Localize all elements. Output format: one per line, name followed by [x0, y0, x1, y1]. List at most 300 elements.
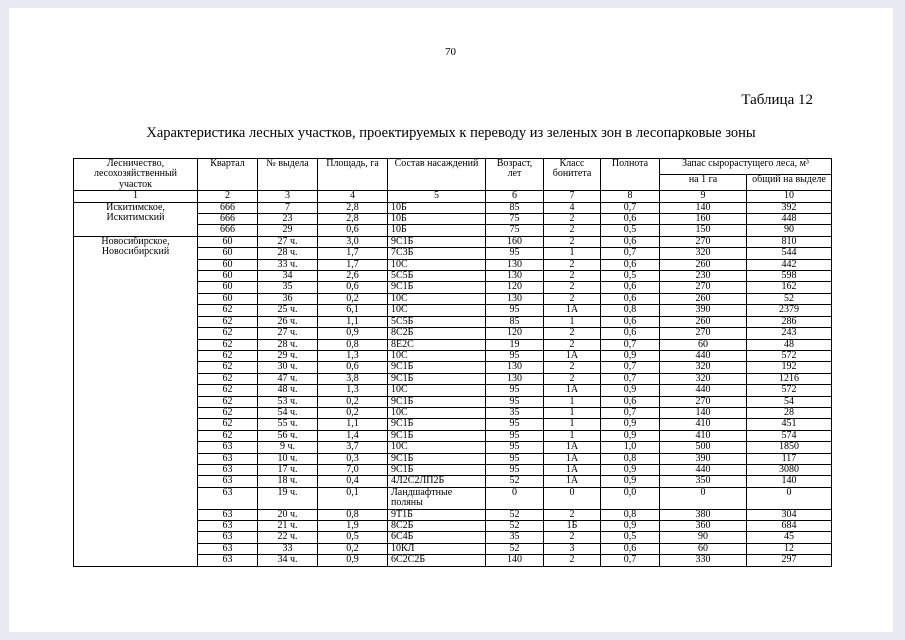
- stock-per-ha-cell: 140: [660, 202, 747, 213]
- composition-cell: 10С: [388, 407, 486, 418]
- vydel-cell: 17 ч.: [258, 464, 318, 475]
- stock-total-cell: 1216: [747, 373, 832, 384]
- stock-total-cell: 574: [747, 430, 832, 441]
- forestry-cell: Искитимское, Искитимский: [74, 202, 198, 236]
- stock-total-cell: 297: [747, 555, 832, 566]
- stock-per-ha-cell: 440: [660, 385, 747, 396]
- bonitet-cell: 1: [544, 316, 601, 327]
- vydel-cell: 22 ч.: [258, 532, 318, 543]
- kvartal-cell: 63: [198, 509, 258, 520]
- composition-cell: 10КЛ: [388, 543, 486, 554]
- fullness-cell: 0,9: [601, 464, 660, 475]
- fullness-cell: 0,5: [601, 532, 660, 543]
- bonitet-cell: 0: [544, 487, 601, 509]
- stock-per-ha-cell: 260: [660, 316, 747, 327]
- stock-total-cell: 392: [747, 202, 832, 213]
- area-cell: 1,1: [318, 316, 388, 327]
- fullness-cell: 0,6: [601, 236, 660, 247]
- bonitet-cell: 2: [544, 271, 601, 282]
- age-cell: 95: [486, 396, 544, 407]
- stock-per-ha-cell: 330: [660, 555, 747, 566]
- stock-total-cell: 598: [747, 271, 832, 282]
- stock-total-cell: 1850: [747, 442, 832, 453]
- composition-cell: 9С1Б: [388, 430, 486, 441]
- composition-cell: 10Б: [388, 225, 486, 236]
- bonitet-cell: 1А: [544, 305, 601, 316]
- age-cell: 85: [486, 316, 544, 327]
- fullness-cell: 0,6: [601, 214, 660, 225]
- stock-per-ha-cell: 350: [660, 476, 747, 487]
- composition-cell: 7С3Б: [388, 248, 486, 259]
- stock-total-cell: 286: [747, 316, 832, 327]
- kvartal-cell: 63: [198, 464, 258, 475]
- column-number: 6: [486, 191, 544, 202]
- area-cell: 0,5: [318, 532, 388, 543]
- stock-total-cell: 451: [747, 419, 832, 430]
- column-number: 10: [747, 191, 832, 202]
- fullness-cell: 0,6: [601, 316, 660, 327]
- age-cell: 95: [486, 442, 544, 453]
- stock-total-cell: 192: [747, 362, 832, 373]
- composition-cell: 9Т1Б: [388, 509, 486, 520]
- vydel-cell: 48 ч.: [258, 385, 318, 396]
- age-cell: 160: [486, 236, 544, 247]
- stock-per-ha-cell: 270: [660, 396, 747, 407]
- column-number: 1: [74, 191, 198, 202]
- fullness-cell: 0,6: [601, 293, 660, 304]
- stock-per-ha-cell: 150: [660, 225, 747, 236]
- age-cell: 52: [486, 509, 544, 520]
- bonitet-cell: 1А: [544, 464, 601, 475]
- area-cell: 0,8: [318, 509, 388, 520]
- kvartal-cell: 63: [198, 521, 258, 532]
- area-cell: 1,4: [318, 430, 388, 441]
- fullness-cell: 0,5: [601, 271, 660, 282]
- bonitet-cell: 1: [544, 407, 601, 418]
- stock-total-cell: 12: [747, 543, 832, 554]
- stock-total-cell: 90: [747, 225, 832, 236]
- fullness-cell: 0,6: [601, 282, 660, 293]
- composition-cell: 10С: [388, 350, 486, 361]
- kvartal-cell: 666: [198, 214, 258, 225]
- age-cell: 75: [486, 225, 544, 236]
- stock-per-ha-cell: 270: [660, 236, 747, 247]
- area-cell: 1,3: [318, 385, 388, 396]
- kvartal-cell: 62: [198, 350, 258, 361]
- area-cell: 0,8: [318, 339, 388, 350]
- vydel-cell: 29: [258, 225, 318, 236]
- header-composition: Состав насаждений: [388, 159, 486, 191]
- bonitet-cell: 2: [544, 373, 601, 384]
- age-cell: 35: [486, 407, 544, 418]
- fullness-cell: 0,9: [601, 385, 660, 396]
- fullness-cell: 0,6: [601, 543, 660, 554]
- vydel-cell: 30 ч.: [258, 362, 318, 373]
- kvartal-cell: 666: [198, 202, 258, 213]
- bonitet-cell: 2: [544, 225, 601, 236]
- header-bonitet: Класс бонитета: [544, 159, 601, 191]
- area-cell: 1,7: [318, 248, 388, 259]
- vydel-cell: 56 ч.: [258, 430, 318, 441]
- vydel-cell: 21 ч.: [258, 521, 318, 532]
- stock-per-ha-cell: 160: [660, 214, 747, 225]
- area-cell: 0,3: [318, 453, 388, 464]
- kvartal-cell: 666: [198, 225, 258, 236]
- age-cell: 130: [486, 373, 544, 384]
- area-cell: 0,9: [318, 555, 388, 566]
- bonitet-cell: 4: [544, 202, 601, 213]
- header-stock-per-ha: на 1 га: [660, 175, 747, 191]
- composition-cell: 8Е2С: [388, 339, 486, 350]
- bonitet-cell: 2: [544, 362, 601, 373]
- composition-cell: Ландшафтные поляны: [388, 487, 486, 509]
- stock-per-ha-cell: 360: [660, 521, 747, 532]
- bonitet-cell: 2: [544, 532, 601, 543]
- area-cell: 2,8: [318, 202, 388, 213]
- fullness-cell: 0,8: [601, 305, 660, 316]
- stock-total-cell: 52: [747, 293, 832, 304]
- bonitet-cell: 1А: [544, 453, 601, 464]
- composition-cell: 10С: [388, 293, 486, 304]
- bonitet-cell: 2: [544, 339, 601, 350]
- header-age: Возраст, лет: [486, 159, 544, 191]
- kvartal-cell: 63: [198, 442, 258, 453]
- kvartal-cell: 62: [198, 407, 258, 418]
- age-cell: 130: [486, 271, 544, 282]
- stock-total-cell: 45: [747, 532, 832, 543]
- column-number: 8: [601, 191, 660, 202]
- composition-cell: 6С2С2Б: [388, 555, 486, 566]
- kvartal-cell: 60: [198, 236, 258, 247]
- composition-cell: 5С5Б: [388, 316, 486, 327]
- area-cell: 0,9: [318, 328, 388, 339]
- composition-cell: 10С: [388, 259, 486, 270]
- stock-per-ha-cell: 270: [660, 328, 747, 339]
- kvartal-cell: 62: [198, 339, 258, 350]
- fullness-cell: 1,0: [601, 442, 660, 453]
- age-cell: 75: [486, 214, 544, 225]
- fullness-cell: 0,8: [601, 453, 660, 464]
- fullness-cell: 0,9: [601, 476, 660, 487]
- area-cell: 0,2: [318, 407, 388, 418]
- age-cell: 95: [486, 350, 544, 361]
- composition-cell: 8С2Б: [388, 521, 486, 532]
- stock-total-cell: 140: [747, 476, 832, 487]
- age-cell: 0: [486, 487, 544, 509]
- bonitet-cell: 2: [544, 509, 601, 520]
- age-cell: 85: [486, 202, 544, 213]
- area-cell: 3,7: [318, 442, 388, 453]
- vydel-cell: 10 ч.: [258, 453, 318, 464]
- stock-per-ha-cell: 270: [660, 282, 747, 293]
- stock-total-cell: 2379: [747, 305, 832, 316]
- table-label: Таблица 12: [741, 92, 813, 108]
- stock-per-ha-cell: 390: [660, 305, 747, 316]
- age-cell: 130: [486, 293, 544, 304]
- bonitet-cell: 2: [544, 293, 601, 304]
- stock-per-ha-cell: 410: [660, 430, 747, 441]
- fullness-cell: 0,6: [601, 259, 660, 270]
- kvartal-cell: 60: [198, 282, 258, 293]
- composition-cell: 10С: [388, 385, 486, 396]
- bonitet-cell: 3: [544, 543, 601, 554]
- header-stock: Запас сырорастущего леса, м³: [660, 159, 832, 175]
- composition-cell: 9С1Б: [388, 362, 486, 373]
- fullness-cell: 0,7: [601, 362, 660, 373]
- composition-cell: 9С1Б: [388, 236, 486, 247]
- vydel-cell: 35: [258, 282, 318, 293]
- bonitet-cell: 1А: [544, 442, 601, 453]
- kvartal-cell: 63: [198, 453, 258, 464]
- age-cell: 120: [486, 282, 544, 293]
- bonitet-cell: 1Б: [544, 521, 601, 532]
- vydel-cell: 7: [258, 202, 318, 213]
- age-cell: 130: [486, 362, 544, 373]
- fullness-cell: 0,6: [601, 396, 660, 407]
- bonitet-cell: 1А: [544, 350, 601, 361]
- vydel-cell: 26 ч.: [258, 316, 318, 327]
- bonitet-cell: 2: [544, 259, 601, 270]
- stock-total-cell: 0: [747, 487, 832, 509]
- vydel-cell: 33: [258, 543, 318, 554]
- stock-per-ha-cell: 230: [660, 271, 747, 282]
- fullness-cell: 0,7: [601, 407, 660, 418]
- vydel-cell: 33 ч.: [258, 259, 318, 270]
- stock-per-ha-cell: 500: [660, 442, 747, 453]
- composition-cell: 10С: [388, 305, 486, 316]
- stock-total-cell: 572: [747, 385, 832, 396]
- stock-per-ha-cell: 440: [660, 464, 747, 475]
- composition-cell: 9С1Б: [388, 464, 486, 475]
- column-number: 4: [318, 191, 388, 202]
- kvartal-cell: 60: [198, 271, 258, 282]
- age-cell: 95: [486, 248, 544, 259]
- column-number: 9: [660, 191, 747, 202]
- forest-plots-table: [73, 158, 832, 567]
- fullness-cell: 0,8: [601, 509, 660, 520]
- stock-per-ha-cell: 90: [660, 532, 747, 543]
- area-cell: 0,4: [318, 476, 388, 487]
- area-cell: 3,8: [318, 373, 388, 384]
- bonitet-cell: 1: [544, 396, 601, 407]
- header-kvartal: Квартал: [198, 159, 258, 191]
- kvartal-cell: 60: [198, 259, 258, 270]
- age-cell: 95: [486, 464, 544, 475]
- composition-cell: 9С1Б: [388, 373, 486, 384]
- bonitet-cell: 2: [544, 236, 601, 247]
- header-vydel: № выдела: [258, 159, 318, 191]
- stock-per-ha-cell: 320: [660, 248, 747, 259]
- kvartal-cell: 62: [198, 419, 258, 430]
- fullness-cell: 0,9: [601, 350, 660, 361]
- header-fullness: Полнота: [601, 159, 660, 191]
- kvartal-cell: 63: [198, 476, 258, 487]
- vydel-cell: 25 ч.: [258, 305, 318, 316]
- vydel-cell: 34 ч.: [258, 555, 318, 566]
- stock-total-cell: 544: [747, 248, 832, 259]
- area-cell: 2,6: [318, 271, 388, 282]
- fullness-cell: 0,9: [601, 521, 660, 532]
- kvartal-cell: 63: [198, 487, 258, 509]
- kvartal-cell: 63: [198, 555, 258, 566]
- table-row: [74, 202, 832, 213]
- stock-per-ha-cell: 380: [660, 509, 747, 520]
- vydel-cell: 18 ч.: [258, 476, 318, 487]
- kvartal-cell: 62: [198, 316, 258, 327]
- column-number: 5: [388, 191, 486, 202]
- forestry-cell: Новосибирское, Новосибирский: [74, 236, 198, 566]
- page-number: 70: [445, 46, 456, 58]
- vydel-cell: 23: [258, 214, 318, 225]
- age-cell: 130: [486, 259, 544, 270]
- kvartal-cell: 60: [198, 248, 258, 259]
- stock-total-cell: 448: [747, 214, 832, 225]
- fullness-cell: 0,7: [601, 202, 660, 213]
- stock-per-ha-cell: 390: [660, 453, 747, 464]
- composition-cell: 10Б: [388, 214, 486, 225]
- kvartal-cell: 62: [198, 385, 258, 396]
- vydel-cell: 36: [258, 293, 318, 304]
- composition-cell: 10Б: [388, 202, 486, 213]
- column-numbers-row: [74, 191, 832, 202]
- area-cell: 1,9: [318, 521, 388, 532]
- vydel-cell: 54 ч.: [258, 407, 318, 418]
- age-cell: 95: [486, 419, 544, 430]
- vydel-cell: 20 ч.: [258, 509, 318, 520]
- bonitet-cell: 2: [544, 214, 601, 225]
- fullness-cell: 0,9: [601, 430, 660, 441]
- area-cell: 0,2: [318, 396, 388, 407]
- stock-per-ha-cell: 410: [660, 419, 747, 430]
- bonitet-cell: 1А: [544, 476, 601, 487]
- age-cell: 120: [486, 328, 544, 339]
- stock-per-ha-cell: 0: [660, 487, 747, 509]
- stock-per-ha-cell: 140: [660, 407, 747, 418]
- vydel-cell: 47 ч.: [258, 373, 318, 384]
- kvartal-cell: 62: [198, 430, 258, 441]
- vydel-cell: 53 ч.: [258, 396, 318, 407]
- stock-total-cell: 28: [747, 407, 832, 418]
- area-cell: 0,2: [318, 293, 388, 304]
- header-area: Площадь, га: [318, 159, 388, 191]
- vydel-cell: 9 ч.: [258, 442, 318, 453]
- kvartal-cell: 63: [198, 532, 258, 543]
- vydel-cell: 34: [258, 271, 318, 282]
- stock-per-ha-cell: 320: [660, 362, 747, 373]
- bonitet-cell: 1: [544, 430, 601, 441]
- vydel-cell: 29 ч.: [258, 350, 318, 361]
- column-number: 2: [198, 191, 258, 202]
- stock-per-ha-cell: 60: [660, 543, 747, 554]
- area-cell: 0,6: [318, 362, 388, 373]
- area-cell: 7,0: [318, 464, 388, 475]
- stock-per-ha-cell: 320: [660, 373, 747, 384]
- kvartal-cell: 62: [198, 373, 258, 384]
- bonitet-cell: 1: [544, 248, 601, 259]
- bonitet-cell: 2: [544, 282, 601, 293]
- composition-cell: 9С1Б: [388, 419, 486, 430]
- vydel-cell: 27 ч.: [258, 328, 318, 339]
- stock-total-cell: 48: [747, 339, 832, 350]
- document-title: Характеристика лесных участков, проектируемых к переводу из зеленых зон в лесопарковые зоны: [146, 125, 756, 141]
- kvartal-cell: 62: [198, 328, 258, 339]
- composition-cell: 5С5Б: [388, 271, 486, 282]
- table-body: [74, 202, 832, 566]
- kvartal-cell: 62: [198, 362, 258, 373]
- column-number: 7: [544, 191, 601, 202]
- age-cell: 95: [486, 453, 544, 464]
- kvartal-cell: 62: [198, 305, 258, 316]
- column-number: 3: [258, 191, 318, 202]
- bonitet-cell: 1: [544, 419, 601, 430]
- age-cell: 35: [486, 532, 544, 543]
- composition-cell: 9С1Б: [388, 396, 486, 407]
- stock-total-cell: 54: [747, 396, 832, 407]
- stock-per-ha-cell: 60: [660, 339, 747, 350]
- kvartal-cell: 63: [198, 543, 258, 554]
- area-cell: 6,1: [318, 305, 388, 316]
- bonitet-cell: 2: [544, 328, 601, 339]
- stock-total-cell: 572: [747, 350, 832, 361]
- area-cell: 1,7: [318, 259, 388, 270]
- document-page: [9, 8, 893, 632]
- composition-cell: 9С1Б: [388, 282, 486, 293]
- composition-cell: 4Л2С2ЛП2Б: [388, 476, 486, 487]
- age-cell: 52: [486, 476, 544, 487]
- stock-total-cell: 684: [747, 521, 832, 532]
- age-cell: 140: [486, 555, 544, 566]
- fullness-cell: 0,0: [601, 487, 660, 509]
- fullness-cell: 0,7: [601, 339, 660, 350]
- composition-cell: 8С2Б: [388, 328, 486, 339]
- fullness-cell: 0,7: [601, 373, 660, 384]
- area-cell: 1,1: [318, 419, 388, 430]
- fullness-cell: 0,6: [601, 328, 660, 339]
- area-cell: 0,6: [318, 225, 388, 236]
- stock-total-cell: 243: [747, 328, 832, 339]
- composition-cell: 10С: [388, 442, 486, 453]
- area-cell: 0,2: [318, 543, 388, 554]
- stock-total-cell: 304: [747, 509, 832, 520]
- fullness-cell: 0,7: [601, 248, 660, 259]
- area-cell: 0,6: [318, 282, 388, 293]
- bonitet-cell: 2: [544, 555, 601, 566]
- stock-per-ha-cell: 260: [660, 293, 747, 304]
- kvartal-cell: 62: [198, 396, 258, 407]
- stock-total-cell: 162: [747, 282, 832, 293]
- header-forestry: Лесничество, лесохозяйственный участок: [74, 159, 198, 191]
- age-cell: 52: [486, 521, 544, 532]
- header-stock-total: общий на выделе: [747, 175, 832, 191]
- kvartal-cell: 60: [198, 293, 258, 304]
- composition-cell: 6С4Б: [388, 532, 486, 543]
- stock-total-cell: 3080: [747, 464, 832, 475]
- vydel-cell: 28 ч.: [258, 339, 318, 350]
- vydel-cell: 27 ч.: [258, 236, 318, 247]
- age-cell: 95: [486, 430, 544, 441]
- area-cell: 2,8: [318, 214, 388, 225]
- fullness-cell: 0,5: [601, 225, 660, 236]
- stock-total-cell: 117: [747, 453, 832, 464]
- age-cell: 52: [486, 543, 544, 554]
- area-cell: 0,1: [318, 487, 388, 509]
- stock-per-ha-cell: 440: [660, 350, 747, 361]
- vydel-cell: 55 ч.: [258, 419, 318, 430]
- vydel-cell: 19 ч.: [258, 487, 318, 509]
- fullness-cell: 0,7: [601, 555, 660, 566]
- stock-per-ha-cell: 260: [660, 259, 747, 270]
- area-cell: 1,3: [318, 350, 388, 361]
